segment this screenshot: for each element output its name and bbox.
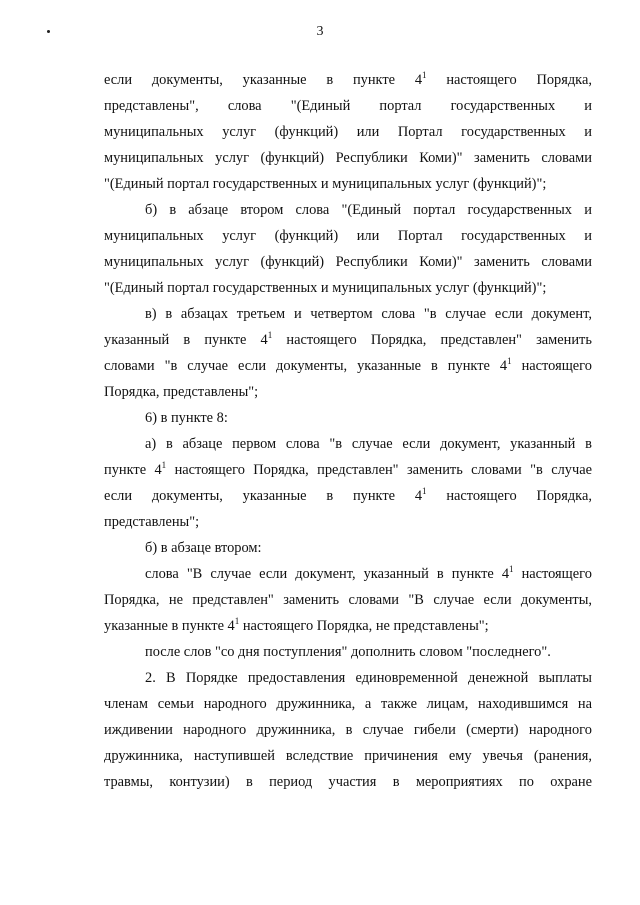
text-line xyxy=(104,691,592,717)
text-word: а) xyxy=(145,436,157,452)
text-line xyxy=(104,665,592,691)
text-word: в xyxy=(165,306,173,322)
text-word: если xyxy=(483,592,512,608)
text-word: муниципальных xyxy=(104,254,204,270)
text-word: настоящего xyxy=(521,358,592,374)
text-word: заменить xyxy=(474,150,530,166)
text-word: документы, xyxy=(151,488,223,504)
text-word: иждивении xyxy=(104,722,173,738)
text-line xyxy=(104,145,592,171)
text-word: Порядка, представлены"; xyxy=(104,384,259,400)
text-word: "в xyxy=(530,462,543,478)
text-word: настоящего xyxy=(286,332,357,348)
text-word: настоящего xyxy=(521,566,592,582)
text-word: в xyxy=(245,774,253,790)
text-word: указанные xyxy=(242,72,307,88)
text-word: в) xyxy=(145,306,157,322)
text-word: слова xyxy=(227,98,262,114)
text-word: или xyxy=(356,228,380,244)
text-word: предоставления xyxy=(247,670,346,686)
text-word: словами xyxy=(471,462,522,478)
text-line xyxy=(104,171,592,197)
text-word: Порядке xyxy=(185,670,238,686)
text-word: пункте xyxy=(352,72,396,88)
text-word: услуг xyxy=(215,150,250,166)
text-word: документы, xyxy=(151,72,223,88)
text-word: словами xyxy=(348,592,400,608)
text-word: муниципальных xyxy=(104,228,204,244)
text-word: представлен" xyxy=(192,592,274,608)
text-word: "в xyxy=(164,358,178,374)
text-word: в xyxy=(169,202,177,218)
text-word: ему xyxy=(448,748,472,764)
text-word: заменить xyxy=(283,592,340,608)
text-word: абзацах xyxy=(180,306,228,322)
text-word: (функций) xyxy=(260,150,325,166)
text-word: "В xyxy=(408,592,424,608)
text-word: и xyxy=(584,228,592,244)
text-word: в xyxy=(431,358,438,374)
text-word: $4^1$ xyxy=(260,330,273,348)
text-word: настоящего xyxy=(174,462,245,478)
text-word: травмы, xyxy=(104,774,153,790)
text-word: Порядка, xyxy=(370,332,427,348)
text-word: (смерти) xyxy=(466,722,519,738)
text-word: народного xyxy=(203,696,267,712)
text-word: увечья xyxy=(482,748,523,764)
text-word: "в xyxy=(329,436,343,452)
text-word: "(Единый портал государственных и муниципальных услуг (функций)"; xyxy=(104,176,547,192)
text-word: Портал xyxy=(397,124,443,140)
text-word: или xyxy=(356,124,380,140)
text-line xyxy=(104,327,592,353)
page-number: 3 xyxy=(316,24,324,39)
text-word: если xyxy=(259,566,288,582)
text-word: на xyxy=(577,696,592,712)
text-word: случае xyxy=(433,592,475,608)
text-word: представлены", xyxy=(104,98,199,114)
text-line xyxy=(104,535,592,561)
text-word: муниципальных xyxy=(104,124,204,140)
text-word: документы, xyxy=(520,592,592,608)
text-word: указанный xyxy=(510,436,576,452)
text-word: Коми)" xyxy=(419,254,463,270)
text-word: слова xyxy=(381,306,416,322)
text-word: в xyxy=(183,332,191,348)
text-word: если xyxy=(402,436,431,452)
text-word: также xyxy=(380,696,417,712)
text-word: а xyxy=(364,696,372,712)
text-word: по xyxy=(519,774,534,790)
text-word: первом xyxy=(232,436,277,452)
text-word: лицам, xyxy=(426,696,469,712)
text-word: муниципальных xyxy=(104,150,204,166)
text-word: документ, xyxy=(295,566,356,582)
text-word: членам xyxy=(104,696,149,712)
text-word: и xyxy=(584,98,592,114)
text-line xyxy=(104,119,592,145)
text-line xyxy=(104,405,592,431)
text-word: народного xyxy=(183,722,247,738)
text-word: пункте xyxy=(447,358,490,374)
text-word: представлен" xyxy=(317,462,399,478)
text-word: пункте xyxy=(451,566,494,582)
text-word: слова xyxy=(145,566,179,582)
text-word: пункте xyxy=(104,462,147,478)
text-word: втором xyxy=(240,202,284,218)
text-word: контузии) xyxy=(169,774,230,790)
text-word: услуг xyxy=(215,254,250,270)
text-word: портал xyxy=(413,202,456,218)
text-line xyxy=(104,353,592,379)
text-word: случае xyxy=(187,358,229,374)
text-word: мероприятиях xyxy=(415,774,503,790)
text-word: слова xyxy=(295,202,330,218)
text-word: дружинника, xyxy=(276,696,356,712)
text-word: 2. xyxy=(145,670,156,686)
text-line xyxy=(104,483,592,509)
text-word: Порядка, xyxy=(536,488,592,504)
text-line xyxy=(104,717,592,743)
text-word: в xyxy=(326,488,334,504)
text-line xyxy=(104,301,592,327)
text-word: Республики xyxy=(335,254,408,270)
text-word: Коми)" xyxy=(419,150,463,166)
text-line xyxy=(104,275,592,301)
text-word: $4^1$ xyxy=(499,356,512,374)
text-line xyxy=(104,509,592,535)
text-word: в xyxy=(326,72,334,88)
text-word: период xyxy=(269,774,313,790)
text-word: если xyxy=(104,72,133,88)
text-word: в xyxy=(165,436,173,452)
text-word: в xyxy=(345,722,353,738)
text-word: б) в абзаце втором: xyxy=(145,540,262,556)
text-word: Порядка, xyxy=(253,462,309,478)
text-word: представлены"; xyxy=(104,514,200,530)
text-word: (функций) xyxy=(260,254,325,270)
text-line xyxy=(104,457,592,483)
text-word: (ранения, xyxy=(533,748,592,764)
text-word: единовременной xyxy=(355,670,458,686)
text-word: в xyxy=(436,566,444,582)
text-line xyxy=(104,743,592,769)
text-word: портал xyxy=(379,98,422,114)
text-word: "(Единый xyxy=(341,202,402,218)
text-word: наступившей xyxy=(193,748,275,764)
text-line xyxy=(104,431,592,457)
text-word: указанные xyxy=(357,358,421,374)
text-word: Республики xyxy=(335,150,408,166)
text-word: пункте xyxy=(352,488,396,504)
text-word: б) xyxy=(145,202,158,218)
document-body xyxy=(104,67,592,795)
text-word: абзаце xyxy=(182,436,223,452)
text-line xyxy=(104,561,592,587)
text-word: выплаты xyxy=(538,670,592,686)
text-line xyxy=(104,197,592,223)
text-word: Порядка, xyxy=(104,592,160,608)
text-word: третьем xyxy=(236,306,286,322)
text-word: (функций) xyxy=(274,124,339,140)
text-word: случае xyxy=(551,462,592,478)
text-word: указанные xyxy=(242,488,307,504)
text-line xyxy=(104,67,592,93)
text-word: дружинника, xyxy=(256,722,336,738)
text-word: если xyxy=(238,358,267,374)
text-word: народного xyxy=(528,722,592,738)
text-word: государственных xyxy=(461,124,566,140)
text-word: настоящего xyxy=(446,72,517,88)
text-word: "В xyxy=(186,566,203,582)
text-word: словами xyxy=(104,358,155,374)
text-word: в xyxy=(585,436,592,452)
text-word: причинения xyxy=(364,748,438,764)
text-word: заменить xyxy=(536,332,592,348)
text-word: не xyxy=(168,592,183,608)
text-word: после слов "со дня поступления" дополнить словом "последнего". xyxy=(145,644,551,660)
text-word: "в xyxy=(423,306,437,322)
text-word: государственных xyxy=(450,98,556,114)
text-word: "(Единый портал государственных и муниципальных услуг (функций)"; xyxy=(104,280,547,296)
text-word: $4^1$ xyxy=(414,70,427,88)
text-word: денежной xyxy=(468,670,529,686)
text-word: $4^1$ xyxy=(501,564,514,582)
text-word: вследствие xyxy=(285,748,354,764)
text-word: словами xyxy=(541,254,592,270)
text-word: слова xyxy=(285,436,320,452)
text-word: указанные в пункте $4^1$ настоящего Порядка, не представлены"; xyxy=(104,616,489,634)
text-line xyxy=(104,249,592,275)
text-line xyxy=(104,587,592,613)
text-word: государственных xyxy=(461,228,566,244)
text-word: указанный xyxy=(363,566,429,582)
text-word: семьи xyxy=(157,696,195,712)
text-word: если xyxy=(104,488,133,504)
text-word: случае xyxy=(351,436,393,452)
text-word: представлен" xyxy=(440,332,522,348)
text-word: настоящего xyxy=(446,488,517,504)
text-word: охране xyxy=(550,774,592,790)
text-word: и xyxy=(584,202,592,218)
text-word: 6) в пункте 8: xyxy=(145,410,228,426)
text-word: $4^1$ xyxy=(154,460,167,478)
text-word: заменить xyxy=(474,254,530,270)
text-word: находившимся xyxy=(477,696,569,712)
text-line xyxy=(104,379,592,405)
text-word: документы, xyxy=(276,358,348,374)
text-line xyxy=(104,93,592,119)
text-line xyxy=(104,613,592,639)
text-word: случае xyxy=(445,306,487,322)
text-line xyxy=(104,223,592,249)
text-word: четвертом xyxy=(310,306,373,322)
text-word: если xyxy=(494,306,523,322)
text-word: услуг xyxy=(222,228,257,244)
text-word: и xyxy=(584,124,592,140)
text-word: государственных xyxy=(467,202,572,218)
text-word: В xyxy=(166,670,176,686)
text-word: документ, xyxy=(531,306,592,322)
text-word: услуг xyxy=(222,124,257,140)
text-word: и xyxy=(293,306,302,322)
text-word: участия xyxy=(328,774,377,790)
text-word: пункте xyxy=(204,332,247,348)
text-word: случае xyxy=(210,566,252,582)
text-word: гибели xyxy=(413,722,456,738)
text-word: указанный xyxy=(104,332,170,348)
text-word: словами xyxy=(541,150,592,166)
text-word: (функций) xyxy=(274,228,339,244)
text-word: в xyxy=(392,774,400,790)
text-line xyxy=(104,639,592,665)
text-word: Портал xyxy=(397,228,443,244)
text-word: заменить xyxy=(406,462,463,478)
text-word: документ, xyxy=(440,436,501,452)
text-word: "(Единый xyxy=(290,98,351,114)
text-word: Порядка, xyxy=(536,72,592,88)
text-word: абзаце xyxy=(188,202,229,218)
text-line xyxy=(104,769,592,795)
text-word: случае xyxy=(362,722,404,738)
text-word: $4^1$ xyxy=(414,486,427,504)
text-word: дружинника, xyxy=(104,748,183,764)
